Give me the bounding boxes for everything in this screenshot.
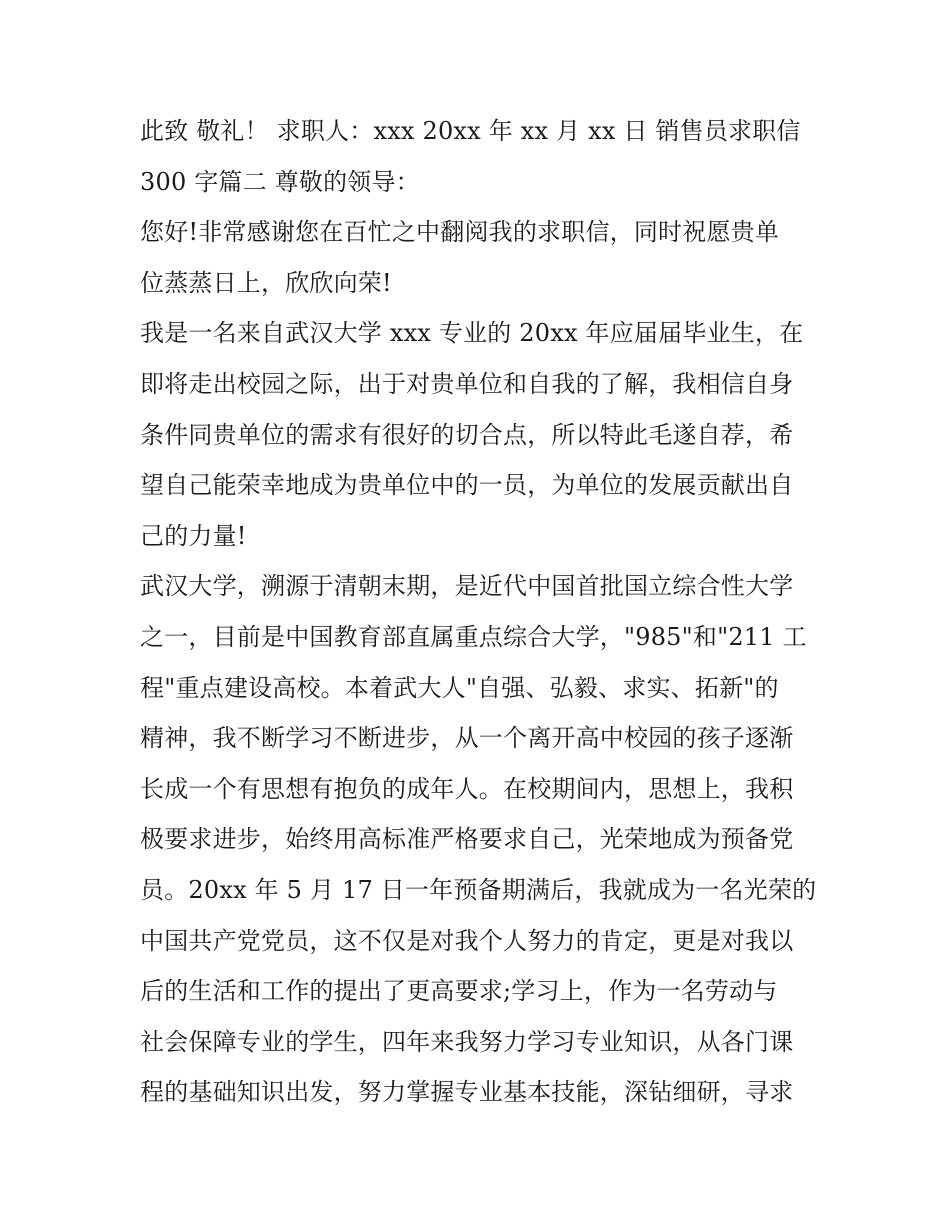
text-line: 精神，我不断学习不断进步，从一个离开高中校园的孩子逐渐	[140, 724, 794, 753]
text-line: 中国共产党党员，这不仅是对我个人努力的肯定，更是对我以	[140, 926, 794, 955]
letter-body	[140, 106, 820, 1118]
text-line: 员。20xx 年 5 月 17 日一年预备期满后，我就成为一名光荣的	[140, 875, 817, 904]
text-line: 望自己能荣幸地成为贵单位中的一员，为单位的发展贡献出自	[140, 471, 794, 500]
text-line: 即将走出校园之际，出于对贵单位和自我的了解，我相信自身	[140, 369, 794, 398]
text-line: 后的生活和工作的提出了更高要求;学习上，作为一名劳动与	[140, 977, 778, 1006]
text-line: 之一，目前是中国教育部直属重点综合大学，"985"和"211 工	[140, 622, 807, 651]
text-line: 极要求进步，始终用高标准严格要求自己，光荣地成为预备党	[140, 825, 794, 854]
text-line: 己的力量!	[140, 521, 247, 550]
text-line: 300 字篇二 尊敬的领导：	[140, 167, 420, 196]
text-line: 条件同贵单位的需求有很好的切合点，所以特此毛遂自荐，希	[140, 420, 794, 449]
text-line: 此致 敬礼！ 求职人：xxx 20xx 年 xx 月 xx 日 销售员求职信	[140, 117, 801, 145]
text-line: 位蒸蒸日上，欣欣向荣!	[140, 268, 392, 297]
text-line: 您好!非常感谢您在百忙之中翻阅我的求职信，同时祝愿贵单	[140, 218, 780, 247]
text-line: 武汉大学，溯源于清朝末期，是近代中国首批国立综合性大学	[140, 572, 794, 601]
text-line: 我是一名来自武汉大学 xxx 专业的 20xx 年应届届毕业生，在	[140, 319, 804, 348]
text-line: 社会保障专业的学生，四年来我努力学习专业知识，从各门课	[140, 1027, 794, 1056]
text-line: 程的基础知识出发，努力掌握专业基本技能，深钻细研，寻求	[140, 1078, 794, 1107]
text-line: 程"重点建设高校。本着武大人"自强、弘毅、求实、拓新"的	[140, 673, 779, 702]
text-line: 长成一个有思想有抱负的成年人。在校期间内，思想上，我积	[140, 774, 794, 803]
